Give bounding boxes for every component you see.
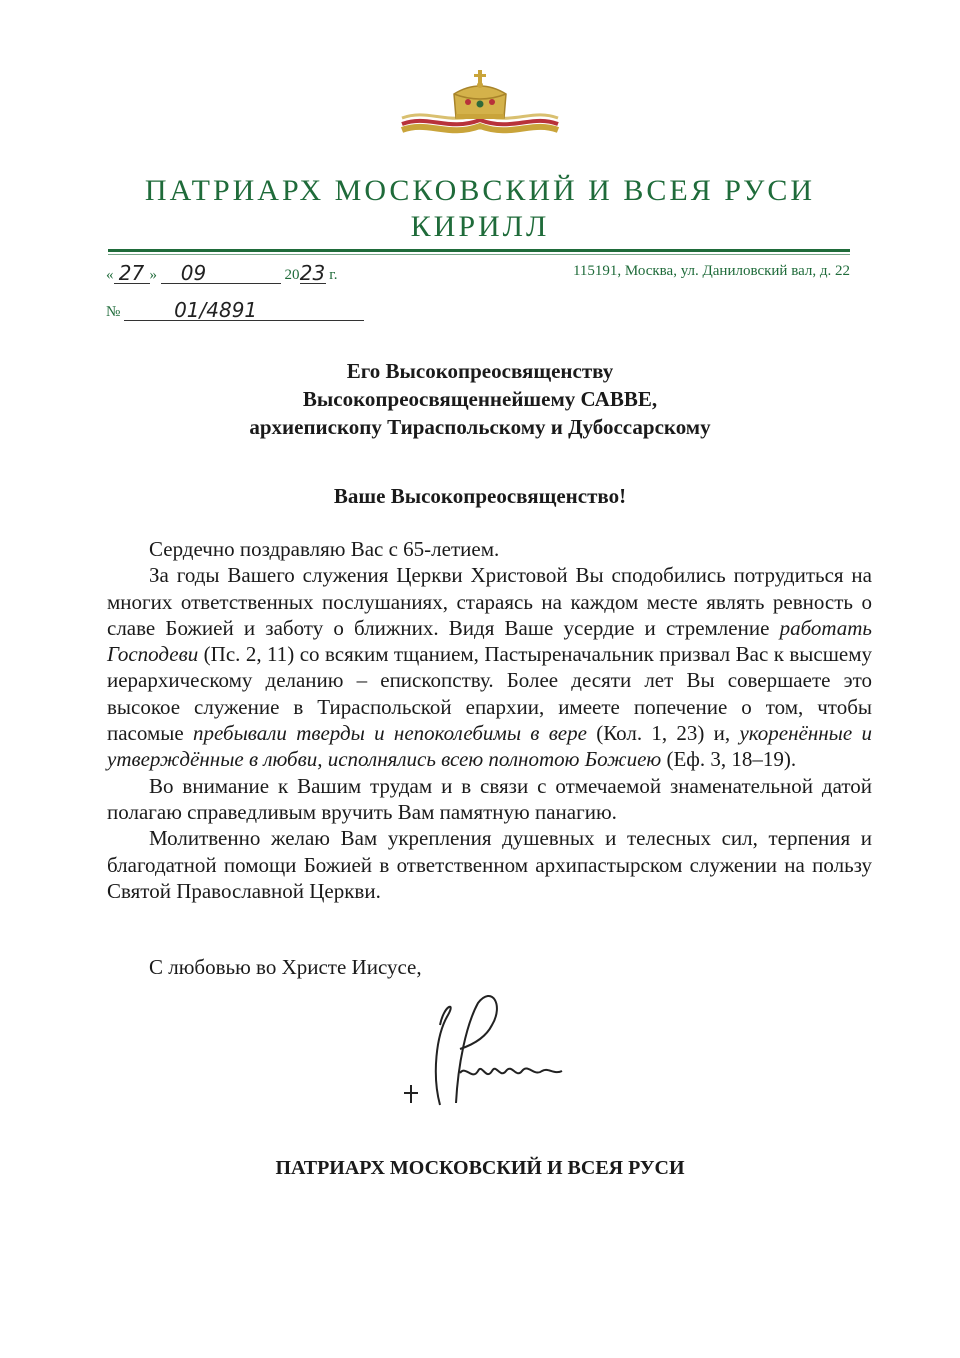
letterhead-rule: [108, 249, 850, 252]
date-month: 09: [161, 263, 281, 284]
p2-text-e: (Кол. 1, 23) и,: [586, 721, 740, 746]
date-field: [106, 263, 337, 284]
paragraph-3: Во внимание к Вашим трудам и в связи с отмечаемой знаменательной датой полагаю справедливым вручить Вам памятную панагию.: [107, 773, 872, 824]
p2-quote-3: укоренённые и утверждённые в любви, исполнялись всею полнотою Божиею: [107, 721, 872, 772]
p2-text-a: За годы Вашего служения Церкви Христовой Вы сподобились потрудиться на многих ответственных послушаниях, стараясь на каждом месте являть ревность о славе Божией и заботу о ближних. Видя Ваше усердие и стремление: [107, 563, 872, 640]
document-number: 01/4891: [124, 300, 364, 321]
p2-quote-2: пребывали тверды и непоколебимы в вере: [192, 721, 587, 746]
letterhead-rule-thin: [108, 254, 850, 255]
p2-text-g: (Еф. 3, 18–19).: [661, 747, 797, 772]
paragraph-2: [107, 562, 872, 772]
date-day: 27: [114, 263, 150, 284]
date-open-quote: «: [106, 267, 114, 283]
office-address: 115191, Москва, ул. Даниловский вал, д. 22: [572, 263, 850, 279]
handwritten-signature: [396, 985, 576, 1125]
date-year-unit: г.: [329, 267, 338, 283]
addressee-line-2: Высокопреосвященнейшему САВВЕ,: [302, 387, 658, 411]
date-close-quote: »: [149, 267, 157, 283]
signatory-title: ПАТРИАРХ МОСКОВСКИЙ И ВСЕЯ РУСИ: [275, 1157, 685, 1179]
paragraph-1: Сердечно поздравляю Вас с 65-летием.: [149, 537, 500, 561]
number-label: №: [106, 304, 121, 320]
date-year: 23: [299, 261, 326, 285]
addressee-line-1: Его Высокопреосвященству: [346, 359, 614, 383]
p2-text-c: (Пс. 2, 11) со всяким тщанием, Пастыреначальник призвал Вас к высшему иерархическому деланию – епископству. Более десяти лет Вы совершаете это высокое служение в Тираспольской епархии, имеете попечение о том, чтобы пасомые: [107, 642, 872, 746]
addressee-block: [0, 357, 960, 441]
patriarch-crown-emblem: [398, 68, 562, 140]
addressee-line-3: архиепископу Тираспольскому и Дубоссарскому: [249, 415, 711, 439]
document-number-field: [106, 300, 364, 321]
letter-body: [107, 536, 872, 904]
greeting: Ваше Высокопреосвященство!: [333, 484, 627, 508]
paragraph-4: Молитвенно желаю Вам укрепления душевных и телесных сил, терпения и благодатной помощи Божией в ответственном архипастырском служении на пользу Святой Православной Церкви.: [107, 826, 872, 903]
letterhead-title: ПАТРИАРХ МОСКОВСКИЙ И ВСЕЯ РУСИ: [144, 174, 816, 207]
closing-phrase: С любовью во Христе Иисусе,: [149, 955, 422, 979]
letterhead-name: КИРИЛЛ: [410, 210, 550, 243]
date-year-prefix: 20: [284, 267, 300, 283]
p2-quote-1: работать Господеви: [107, 615, 872, 667]
